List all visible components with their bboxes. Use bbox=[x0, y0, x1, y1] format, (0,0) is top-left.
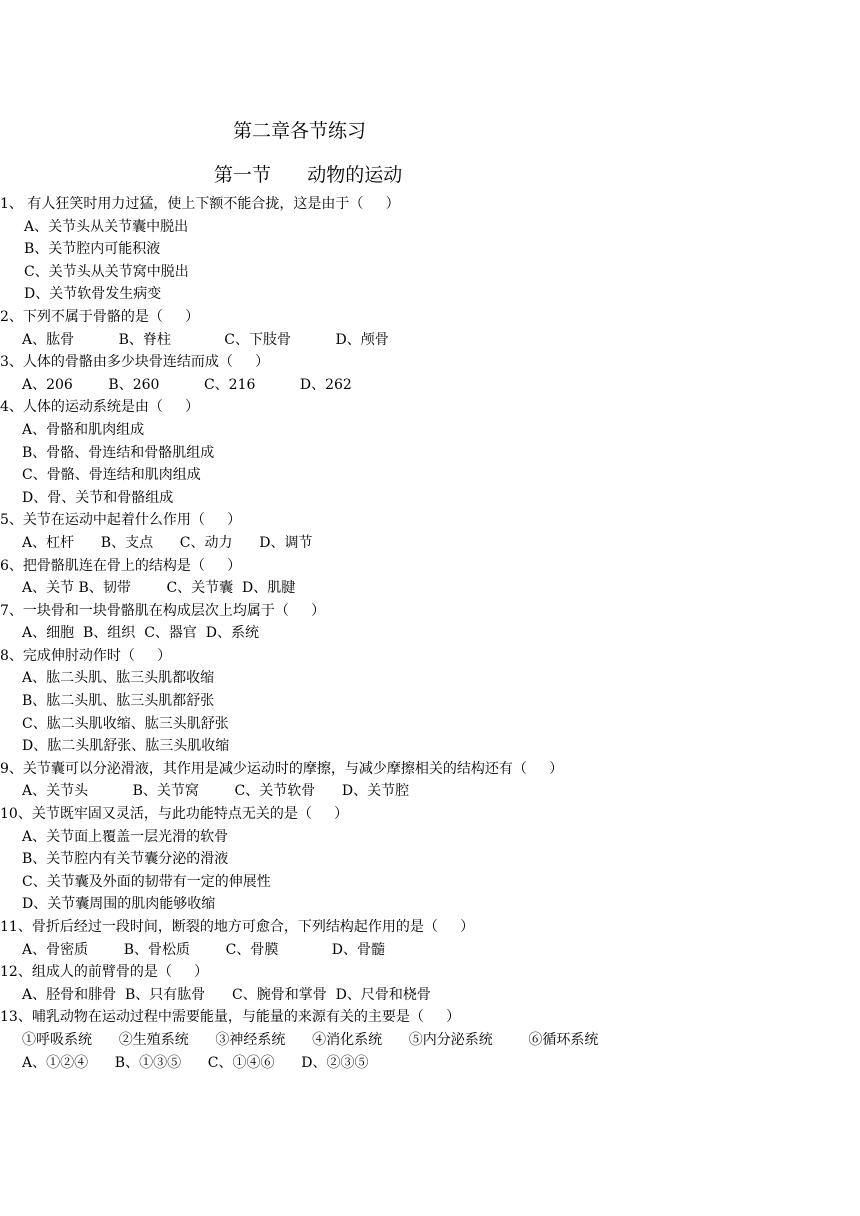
option-line: A、①②④ B、①③⑤ C、①④⑥ D、②③⑤ bbox=[22, 1054, 369, 1071]
question-text: 13、哺乳动物在运动过程中需要能量，与能量的来源有关的主要是（ ） bbox=[0, 1009, 461, 1026]
option-line: D、肱二头肌舒张、肱三头肌收缩 bbox=[22, 738, 230, 755]
option-line: A、杠杆 B、支点 C、动力 D、调节 bbox=[22, 534, 313, 551]
option-line: D、骨、关节和骨骼组成 bbox=[22, 489, 174, 506]
option-line: A、胫骨和腓骨 B、只有肱骨 C、腕骨和掌骨 D、尺骨和桡骨 bbox=[22, 986, 431, 1003]
option-line: A、关节 B、韧带 C、关节囊 D、肌腱 bbox=[22, 580, 296, 597]
option-line: D、关节软骨发生病变 bbox=[24, 286, 162, 303]
option-line: A、关节头 B、关节窝 C、关节软骨 D、关节腔 bbox=[22, 783, 410, 800]
question-text: 12、组成人的前臂骨的是（ ） bbox=[0, 964, 209, 981]
option-line: C、骨骼、骨连结和肌肉组成 bbox=[22, 467, 201, 484]
question-text: 2、下列不属于骨骼的是（ ） bbox=[0, 308, 200, 325]
section-title: 第一节 动物的运动 bbox=[214, 164, 403, 186]
option-line: A、骨骼和肌肉组成 bbox=[22, 421, 145, 438]
option-line: A、肱骨 B、脊柱 C、下肢骨 D、颅骨 bbox=[22, 331, 389, 348]
option-line: C、关节囊及外面的韧带有一定的伸展性 bbox=[22, 873, 271, 890]
option-line: B、骨骼、骨连结和骨骼肌组成 bbox=[22, 444, 215, 461]
chapter-title: 第二章各节练习 bbox=[233, 120, 367, 142]
option-line: A、关节头从关节囊中脱出 bbox=[24, 218, 189, 235]
option-line: C、关节头从关节窝中脱出 bbox=[24, 263, 189, 280]
option-line: D、关节囊周围的肌肉能够收缩 bbox=[22, 896, 216, 913]
question-list bbox=[0, 193, 860, 1074]
question-text: 1、 有人狂笑时用力过猛，使上下额不能合拢，这是由于（ ） bbox=[0, 196, 400, 212]
question-text: 9、关节囊可以分泌滑液，其作用是减少运动时的摩擦，与减少摩擦相关的结构还有（ ） bbox=[0, 760, 564, 777]
option-line: A、肱二头肌、肱三头肌都收缩 bbox=[22, 670, 215, 687]
option-line: A、骨密质 B、骨松质 C、骨膜 D、骨髓 bbox=[22, 941, 385, 958]
option-line: B、关节腔内可能积液 bbox=[24, 241, 161, 258]
question-text: 8、完成伸肘动作时（ ） bbox=[0, 647, 172, 664]
option-line: B、肱二头肌、肱三头肌都舒张 bbox=[22, 693, 215, 710]
option-line: A、关节面上覆盖一层光滑的软骨 bbox=[22, 828, 229, 845]
question-text: 6、把骨骼肌连在骨上的结构是（ ） bbox=[0, 557, 242, 574]
option-line: B、关节腔内有关节囊分泌的滑液 bbox=[22, 851, 229, 868]
question-text: 10、关节既牢固又灵活，与此功能特点无关的是（ ） bbox=[0, 806, 349, 823]
option-line: ①呼吸系统 ②生殖系统 ③神经系统 ④消化系统 ⑤内分泌系统 ⑥循环系统 bbox=[22, 1031, 599, 1048]
option-line: C、肱二头肌收缩、肱三头肌舒张 bbox=[22, 715, 229, 732]
question-text: 11、骨折后经过一段时间，断裂的地方可愈合，下列结构起作用的是（ ） bbox=[0, 919, 475, 935]
question-text: 7、一块骨和一块骨骼肌在构成层次上均属于（ ） bbox=[0, 602, 326, 619]
question-text: 3、人体的骨骼由多少块骨连结而成（ ） bbox=[0, 354, 270, 371]
option-line: A、206 B、260 C、216 D、262 bbox=[22, 376, 352, 393]
question-text: 4、人体的运动系统是由（ ） bbox=[0, 399, 200, 416]
question-text: 5、关节在运动中起着什么作用（ ） bbox=[0, 512, 242, 529]
option-line: A、细胞 B、组织 C、器官 D、系统 bbox=[22, 625, 260, 642]
